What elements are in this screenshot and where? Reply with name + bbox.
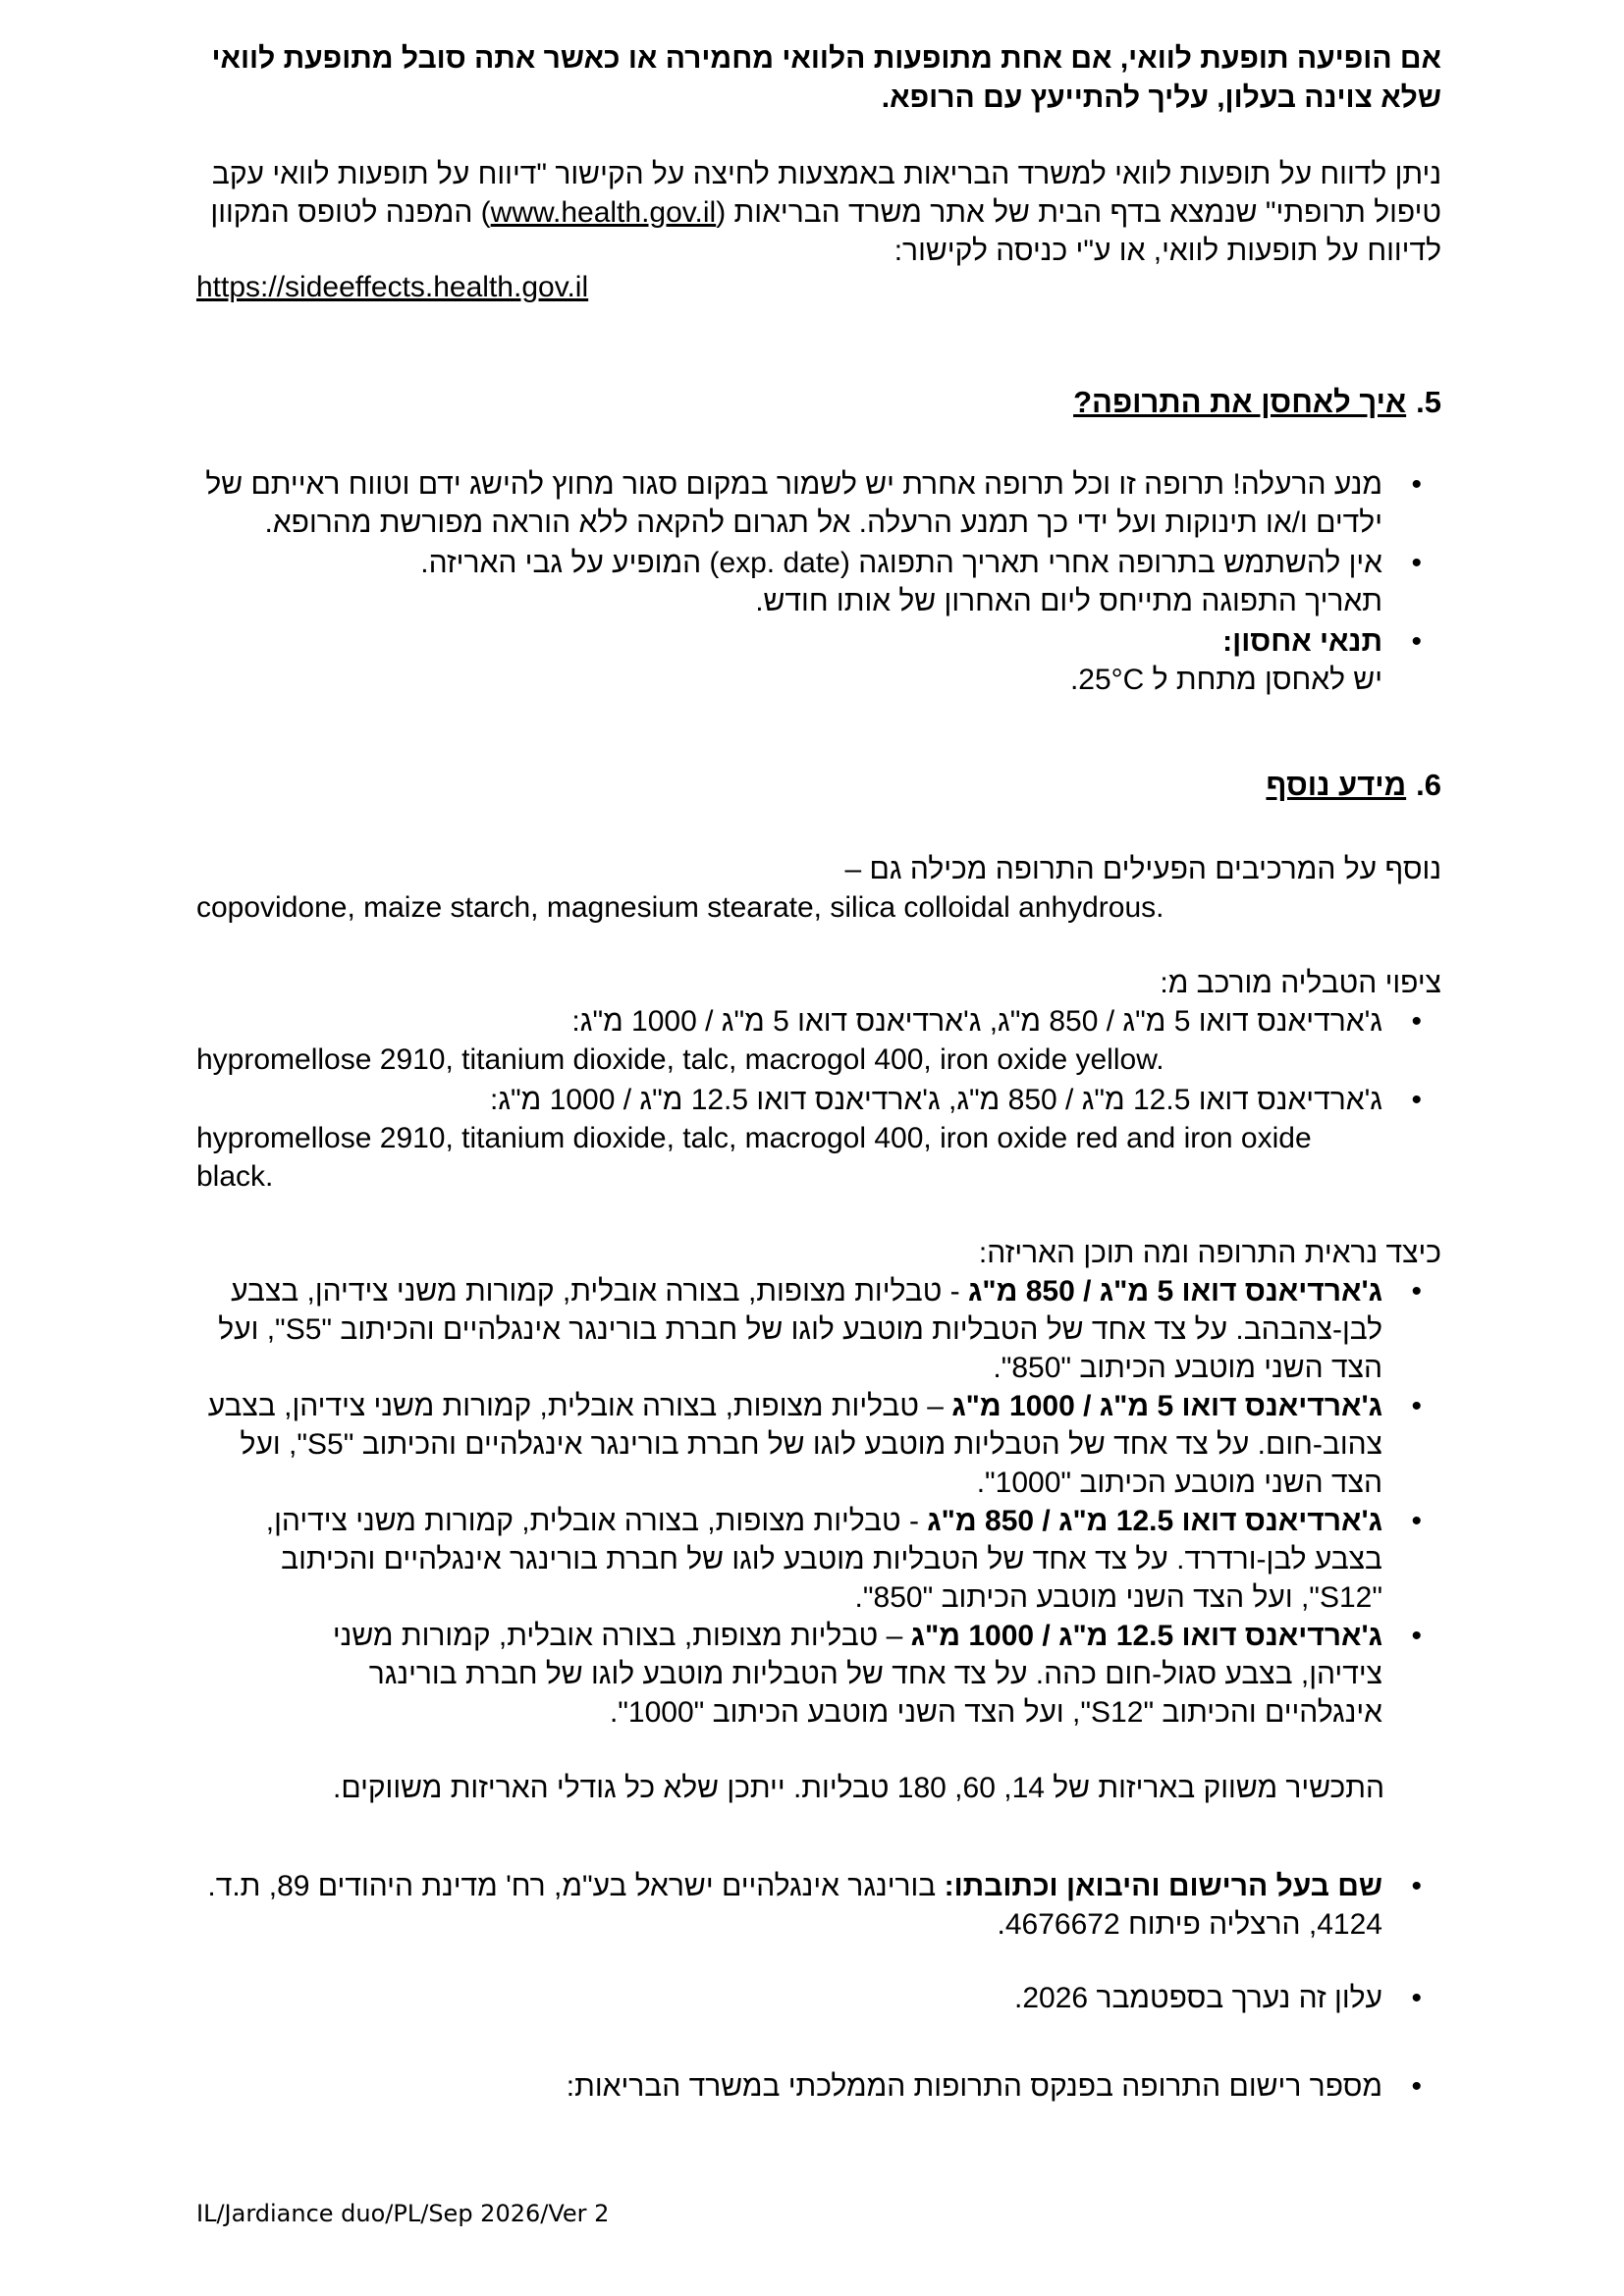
appearance-label: ג'ארדיאנס דואו 5 מ"ג / 1000 מ"ג: [951, 1390, 1382, 1422]
appearance-text: - טבליות מצופות, בצורה אובלית, קמורות משני צידיהן, בצבע לבן-ורדרד. על צד אחד של הטבליות מוטבע לוגו של חברת בורינגר אינגלהיים והכיתוב "S12", ועל הצד השני מוטבע הכיתוב "850".: [265, 1505, 1382, 1614]
appearance-text: – טבליות מצופות, בצורה אובלית, קמורות משני צידיהן, בצבע צהוב-חום. על צד אחד של הטבליות מוטבע לוגו של חברת בורינגר אינגלהיים והכיתוב "S5", ועל הצד השני מוטבע הכיתוב "1000".: [207, 1390, 1382, 1499]
side-effects-warning: אם הופיעה תופעת לוואי, אם אחת מתופעות הלוואי מחמירה או כאשר אתה סובל מתופעת לוואי שלא צוינה בעלון, עליך להתייעץ עם הרופא.: [211, 42, 1441, 114]
reporting-paragraph: [196, 155, 1441, 270]
appearance-intro: כיצד נראית התרופה ומה תוכן האריזה:: [978, 1237, 1441, 1269]
ingredients-list: copovidone, maize starch, magnesium stearate, silica colloidal anhydrous.: [196, 891, 1164, 924]
health-gov-link[interactable]: www.health.gov.il: [490, 196, 717, 229]
section-5-title: איך לאחסן את התרופה?: [1073, 385, 1407, 419]
list-item: [196, 544, 1441, 620]
appearance-text: - טבליות מצופות, בצורה אובלית, קמורות משני צידיהן, בצבע לבן-צהבהב. על צד אחד של הטבליות מוטבע לוגו של חברת בורינגר אינגלהיים והכיתוב "S5", ועל הצד השני מוטבע הכיתוב "850".: [218, 1275, 1382, 1384]
sideeffects-link[interactable]: https://sideeffects.health.gov.il: [196, 271, 589, 303]
storage-conditions-text: יש לאחסן מתחת ל 25°C.: [1069, 664, 1382, 696]
reporting-text-2: ) המפנה לטופס המקוון לדיווח על תופעות לוואי, או ע"י כניסה לקישור:: [210, 196, 1441, 267]
section-6-title: מידע נוסף: [1266, 768, 1407, 802]
list-item: [196, 1617, 1441, 1732]
appearance-text: – טבליות מצופות, בצורה אובלית, קמורות משני צידיהן, בצבע סגול-חום כהה. על צד אחד של הטבליות מוטבע לוגו של חברת בורינגר אינגלהיים והכיתוב "S12", ועל הצד השני מוטבע הכיתוב "1000".: [332, 1620, 1382, 1729]
package-sizes: התכשיר משווק באריזות של 14, 60, 180 טבליות. ייתכן שלא כל גודלי האריזות משווקים.: [332, 1772, 1384, 1804]
list-item: [196, 1272, 1441, 1387]
list-item: [196, 1387, 1441, 1502]
poison-warning-text: מנע הרעלה! תרופה זו וכל תרופה אחרת יש לשמור במקום סגור מחוץ להישג ידם וטווח ראייתם של ילדים ו/או תינוקות ועל ידי כך תמנע הרעלה. אל תגרום להקאה ללא הוראה מפורשת מהרופא.: [205, 468, 1382, 539]
list-item: [196, 622, 1441, 699]
document-footer: IL/Jardiance duo/PL/Sep 2026/Ver 2: [196, 2200, 610, 2227]
list-item: [196, 1502, 1441, 1617]
appearance-list: [196, 1272, 1441, 1732]
reporting-text-1: ניתן לדווח על תופעות לוואי למשרד הבריאות באמצעות לחיצה על הקישור "דיווח על תופעות לוואי עקב טיפול תרופתי" שנמצא בדף הבית של אתר משרד הבריאות (: [211, 158, 1441, 229]
section-5-heading: [196, 383, 1441, 422]
coating-item-12mg: [196, 1081, 1441, 1196]
list-item: [196, 465, 1441, 542]
holder-label: שם בעל הרישום והיבואן וכתובתו:: [944, 1870, 1382, 1902]
ingredients-intro: נוסף על המרכיבים הפעילים התרופה מכילה גם –: [844, 853, 1441, 885]
storage-conditions-label: תנאי אחסון:: [1222, 625, 1382, 658]
registration-number-label: מספר רישום התרופה בפנקס התרופות הממלכתי במשרד הבריאות:: [566, 2070, 1382, 2103]
expiry-text-2: תאריך התפוגה מתייחס ליום האחרון של אותו חודש.: [755, 585, 1382, 617]
section-6-heading: [196, 766, 1441, 805]
coating-item-5mg: [196, 1002, 1441, 1079]
coating-ingredients: hypromellose 2910, titanium dioxide, talc, macrogol 400, iron oxide red and iron oxide black.: [196, 1122, 1312, 1193]
section-5-number: 5.: [1416, 385, 1441, 419]
list-item: [196, 1002, 1441, 1041]
coating-intro: ציפוי הטבליה מורכב מ:: [1160, 967, 1441, 999]
storage-list: [196, 465, 1441, 699]
revised-date: עלון זה נערך בספטמבר 2026.: [1014, 1982, 1382, 2014]
leaflet-page: [196, 39, 1441, 2248]
list-item: [196, 1979, 1441, 2017]
list-item: [196, 1081, 1441, 1119]
appearance-label: ג'ארדיאנס דואו 5 מ"ג / 850 מ"ג: [968, 1275, 1382, 1308]
coating-label: ג'ארדיאנס דואו 5 מ"ג / 850 מ"ג, ג'ארדיאנס דואו 5 מ"ג / 1000 מ"ג:: [571, 1005, 1382, 1038]
list-item: [196, 2067, 1441, 2106]
section-6-number: 6.: [1416, 768, 1441, 802]
coating-ingredients: hypromellose 2910, titanium dioxide, talc, macrogol 400, iron oxide yellow.: [196, 1043, 1164, 1076]
list-item: [196, 1867, 1441, 1944]
appearance-label: ג'ארדיאנס דואו 12.5 מ"ג / 850 מ"ג: [927, 1505, 1382, 1537]
registration-list: [196, 1867, 1441, 1944]
expiry-text: אין להשתמש בתרופה אחרי תאריך התפוגה (exp. date) המופיע על גבי האריזה.: [420, 547, 1382, 579]
appearance-label: ג'ארדיאנס דואו 12.5 מ"ג / 1000 מ"ג: [910, 1620, 1382, 1652]
holder-text: בורינגר אינגלהיים ישראל בע"מ, רח' מדינת היהודים 89, ת.ד. 4124, הרצליה פיתוח 4676672.: [207, 1870, 1382, 1941]
coating-label: ג'ארדיאנס דואו 12.5 מ"ג / 850 מ"ג, ג'ארדיאנס דואו 12.5 מ"ג / 1000 מ"ג:: [490, 1084, 1382, 1116]
